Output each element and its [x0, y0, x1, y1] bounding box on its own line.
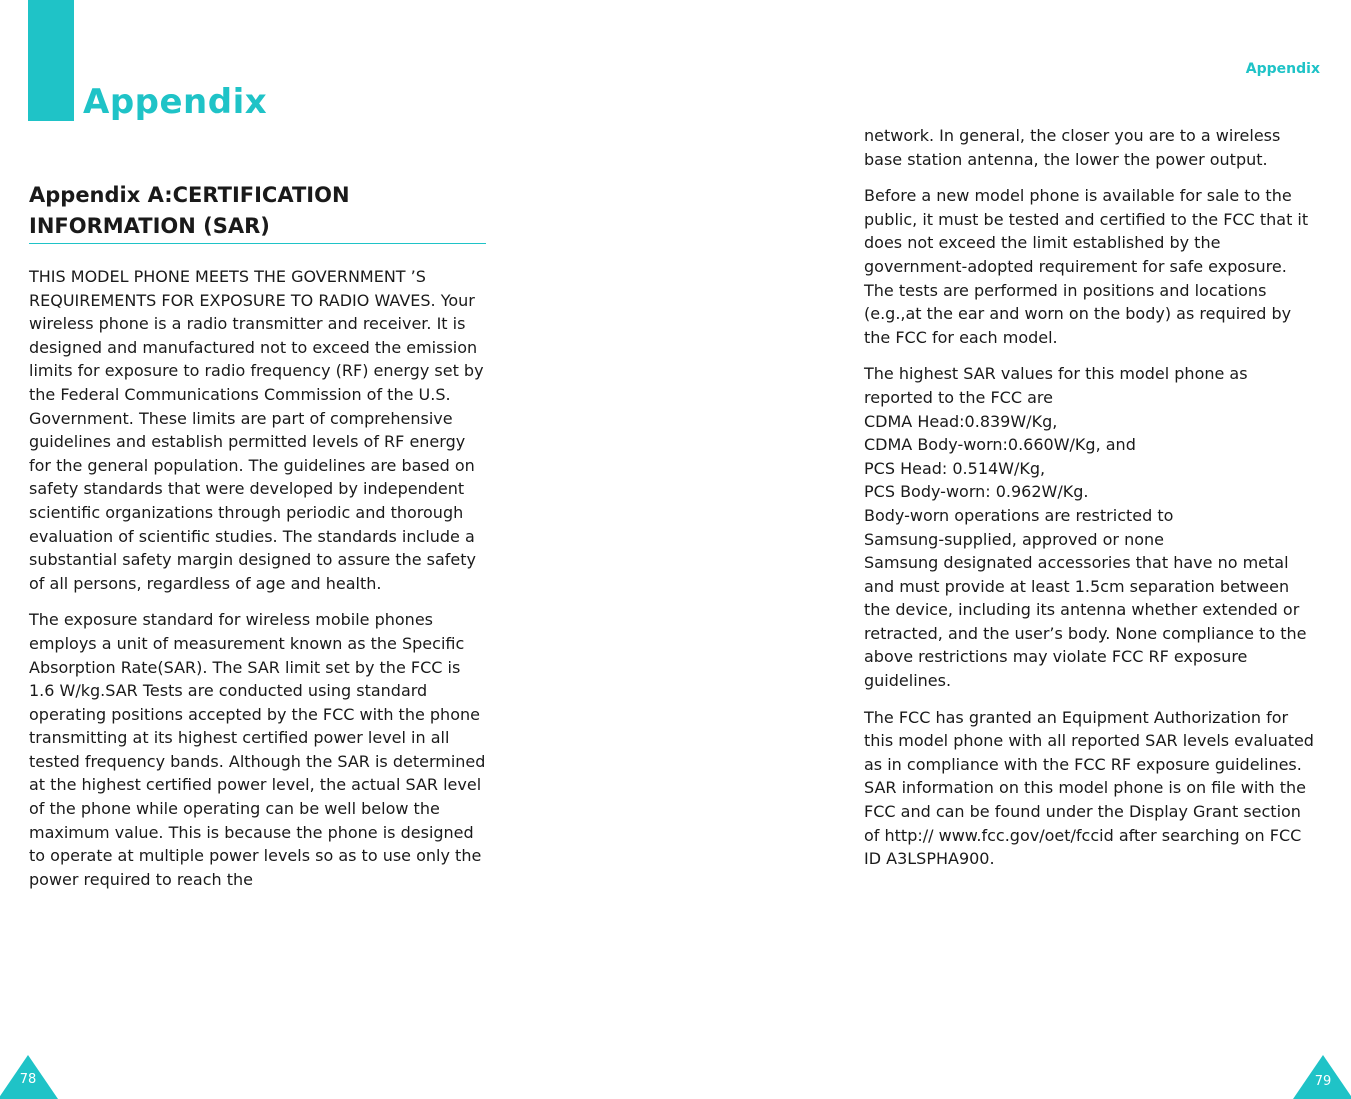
left-page-body — [29, 265, 487, 904]
appendix-a-heading: Appendix A:CERTIFICATION INFORMATION (SAR) — [29, 183, 350, 238]
sar-value-cdma-body: CDMA Body-worn:0.660W/Kg, and — [864, 435, 1136, 455]
certification-paragraph: Before a new model phone is available for sale to the public, it must be tested and certified to the FCC that it does not exceed the limit established by the government-adopted requirement for safe exposure. The tests are performed in positions and locations (e.g.,at the ear and worn on the body) as required by the FCC for each model. — [864, 186, 1309, 347]
exposure-standard-paragraph: The exposure standard for wireless mobile phones employs a unit of measurement known as the Specific Absorption Rate(SAR). The SAR limit set by the FCC is 1.6 W/kg.SAR Tests are conducted using standard operating positions accepted by the FCC with the phone transmitting at its highest certified power level in all tested frequency bands. Although the SAR is determined at the highest certified power level, the actual SAR level of the phone while operating can be well below the maximum value. This is because the phone is designed to operate at multiple power levels so as to use only the power required to reach the — [29, 610, 486, 889]
section-title: Appendix — [83, 82, 268, 122]
sar-value-pcs-body: PCS Body-worn: 0.962W/Kg. — [864, 482, 1089, 502]
equipment-authorization-paragraph: The FCC has granted an Equipment Authorization for this model phone with all reported SAR levels evaluated as in compliance with the FCC RF exposure guidelines. SAR information on this model phone is on file with the FCC and can be found under the Display Grant section of http:// www.fcc.gov/oet/fccid after searching on FCC ID A3LSPHA900. — [864, 707, 1314, 869]
sar-value-cdma-head: CDMA Head:0.839W/Kg, — [864, 411, 1058, 431]
body-worn-line-2: Samsung-supplied, approved or none — [864, 529, 1164, 549]
body-worn-line-1: Body-worn operations are restricted to — [864, 505, 1174, 525]
section-tab-marker — [28, 0, 74, 121]
sar-value-pcs-head: PCS Head: 0.514W/Kg, — [864, 458, 1046, 478]
sar-values-paragraph — [864, 362, 1320, 692]
power-output-paragraph: network. In general, the closer you are to a wireless base station antenna, the lower the power output. — [864, 126, 1281, 169]
page-number-left: 78 — [19, 1072, 37, 1087]
sar-intro-paragraph: THIS MODEL PHONE MEETS THE GOVERNMENT ’S REQUIREMENTS FOR EXPOSURE TO RADIO WAVES. Your wireless phone is a radio transmitter and receiver. It is designed and manufactured not to exceed the emission limits for exposure to radio frequency (RF) energy set by the Federal Communications Commission of the U.S. Government. These limits are part of comprehensive guidelines and establish permitted levels of RF energy for the general population. The guidelines are based on safety standards that were developed by independent scientific organizations through periodic and thorough evaluation of scientific studies. The standards include a substantial safety margin designed to assure the safety of all persons, regardless of age and health. — [29, 267, 484, 593]
sar-values-intro: The highest SAR values for this model phone as reported to the FCC are — [864, 364, 1248, 407]
running-header: Appendix — [1245, 61, 1320, 77]
page-number-right: 79 — [1314, 1074, 1332, 1089]
body-worn-restriction-text: Samsung designated accessories that have no metal and must provide at least 1.5cm separation between the device, including its antenna whether extended or retracted, and the user’s body. None compliance to the above restrictions may violate FCC RF exposure guidelines. — [864, 553, 1307, 691]
right-page-body — [864, 124, 1320, 884]
heading-divider — [29, 243, 486, 244]
